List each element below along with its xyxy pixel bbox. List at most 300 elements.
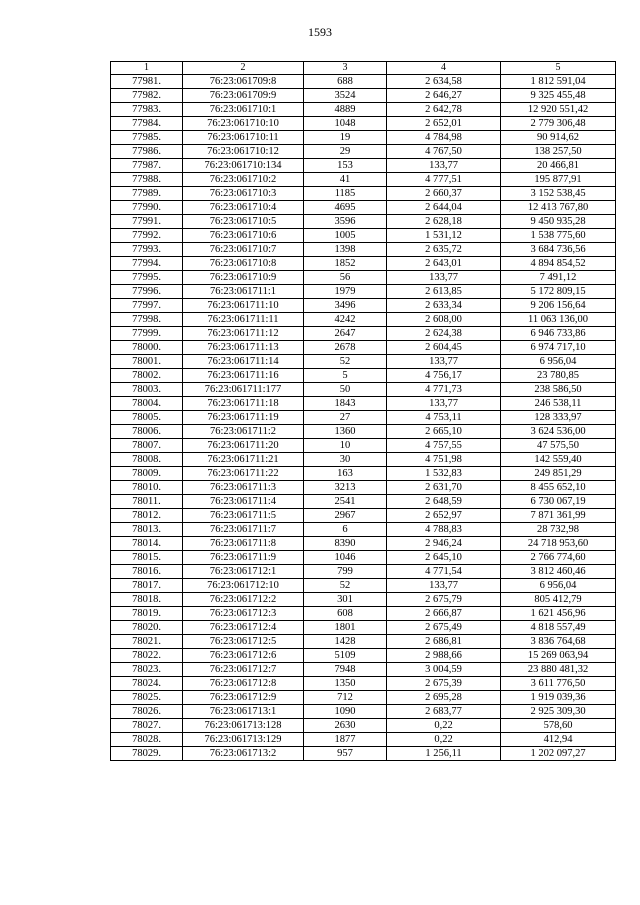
rate-cell: 4 767,50	[387, 145, 501, 159]
value-cell: 9 450 935,28	[501, 215, 616, 229]
rate-cell: 2 946,24	[387, 537, 501, 551]
table-row	[111, 523, 616, 537]
rate-cell: 4 753,11	[387, 411, 501, 425]
value-cell: 4 818 557,49	[501, 621, 616, 635]
cadastral-number-cell: 76:23:061710:9	[183, 271, 304, 285]
row-number-cell: 78022.	[111, 649, 183, 663]
value-cell: 7 491,12	[501, 271, 616, 285]
area-cell: 2647	[304, 327, 387, 341]
row-number-cell: 78005.	[111, 411, 183, 425]
rate-cell: 4 777,51	[387, 173, 501, 187]
rate-cell: 2 643,01	[387, 257, 501, 271]
value-cell: 6 956,04	[501, 579, 616, 593]
area-cell: 1877	[304, 733, 387, 747]
row-number-cell: 78006.	[111, 425, 183, 439]
row-number-cell: 77997.	[111, 299, 183, 313]
area-cell: 56	[304, 271, 387, 285]
rate-cell: 133,77	[387, 159, 501, 173]
area-cell: 10	[304, 439, 387, 453]
value-cell: 805 412,79	[501, 593, 616, 607]
area-cell: 1843	[304, 397, 387, 411]
table-row	[111, 243, 616, 257]
cadastral-number-cell: 76:23:061712:6	[183, 649, 304, 663]
row-number-cell: 78011.	[111, 495, 183, 509]
cadastral-number-cell: 76:23:061711:20	[183, 439, 304, 453]
row-number-cell: 78010.	[111, 481, 183, 495]
table-row	[111, 593, 616, 607]
cadastral-number-cell: 76:23:061711:1	[183, 285, 304, 299]
cadastral-number-cell: 76:23:061710:12	[183, 145, 304, 159]
table-row	[111, 411, 616, 425]
rate-cell: 133,77	[387, 271, 501, 285]
row-number-cell: 77986.	[111, 145, 183, 159]
row-number-cell: 77987.	[111, 159, 183, 173]
table-row	[111, 537, 616, 551]
cadastral-number-cell: 76:23:061711:9	[183, 551, 304, 565]
table-row	[111, 159, 616, 173]
value-cell: 2 779 306,48	[501, 117, 616, 131]
row-number-cell: 77993.	[111, 243, 183, 257]
row-number-cell: 78024.	[111, 677, 183, 691]
rate-cell: 2 635,72	[387, 243, 501, 257]
table-row	[111, 257, 616, 271]
row-number-cell: 77995.	[111, 271, 183, 285]
cadastral-number-cell: 76:23:061712:7	[183, 663, 304, 677]
cadastral-number-cell: 76:23:061712:4	[183, 621, 304, 635]
value-cell: 2 766 774,60	[501, 551, 616, 565]
area-cell: 6	[304, 523, 387, 537]
cadastral-number-cell: 76:23:061711:12	[183, 327, 304, 341]
table-row	[111, 579, 616, 593]
cadastral-number-cell: 76:23:061710:134	[183, 159, 304, 173]
cadastral-number-cell: 76:23:061711:3	[183, 481, 304, 495]
cadastral-number-cell: 76:23:061712:1	[183, 565, 304, 579]
cadastral-number-cell: 76:23:061710:1	[183, 103, 304, 117]
cadastral-number-cell: 76:23:061710:5	[183, 215, 304, 229]
row-number-cell: 77999.	[111, 327, 183, 341]
header-col-4: 4	[387, 62, 501, 75]
rate-cell: 4 751,98	[387, 453, 501, 467]
row-number-cell: 78017.	[111, 579, 183, 593]
table-row	[111, 747, 616, 761]
rate-cell: 4 771,73	[387, 383, 501, 397]
cadastral-number-cell: 76:23:061712:2	[183, 593, 304, 607]
area-cell: 301	[304, 593, 387, 607]
cadastral-number-cell: 76:23:061711:177	[183, 383, 304, 397]
cadastral-number-cell: 76:23:061713:2	[183, 747, 304, 761]
row-number-cell: 78016.	[111, 565, 183, 579]
row-number-cell: 78019.	[111, 607, 183, 621]
cadastral-number-cell: 76:23:061711:21	[183, 453, 304, 467]
value-cell: 138 257,50	[501, 145, 616, 159]
value-cell: 3 812 460,46	[501, 565, 616, 579]
table-row	[111, 425, 616, 439]
table-row	[111, 383, 616, 397]
rate-cell: 2 604,45	[387, 341, 501, 355]
value-cell: 6 730 067,19	[501, 495, 616, 509]
area-cell: 957	[304, 747, 387, 761]
table-row	[111, 719, 616, 733]
row-number-cell: 78026.	[111, 705, 183, 719]
rate-cell: 2 634,58	[387, 75, 501, 89]
area-cell: 1185	[304, 187, 387, 201]
row-number-cell: 78014.	[111, 537, 183, 551]
rate-cell: 4 784,98	[387, 131, 501, 145]
value-cell: 11 063 136,00	[501, 313, 616, 327]
page-number: 1593	[308, 25, 332, 39]
table-row	[111, 173, 616, 187]
table-row	[111, 299, 616, 313]
cadastral-number-cell: 76:23:061711:7	[183, 523, 304, 537]
rate-cell: 2 695,28	[387, 691, 501, 705]
row-number-cell: 77996.	[111, 285, 183, 299]
value-cell: 2 925 309,30	[501, 705, 616, 719]
rate-cell: 4 788,83	[387, 523, 501, 537]
rate-cell: 1 256,11	[387, 747, 501, 761]
table-row	[111, 649, 616, 663]
cadastral-number-cell: 76:23:061713:128	[183, 719, 304, 733]
row-number-cell: 78000.	[111, 341, 183, 355]
table-row	[111, 341, 616, 355]
table-row	[111, 551, 616, 565]
rate-cell: 1 531,12	[387, 229, 501, 243]
area-cell: 4242	[304, 313, 387, 327]
area-cell: 608	[304, 607, 387, 621]
area-cell: 3596	[304, 215, 387, 229]
header-col-2: 2	[183, 62, 304, 75]
area-cell: 1428	[304, 635, 387, 649]
cadastral-number-cell: 76:23:061712:5	[183, 635, 304, 649]
value-cell: 412,94	[501, 733, 616, 747]
row-number-cell: 78027.	[111, 719, 183, 733]
cadastral-number-cell: 76:23:061711:22	[183, 467, 304, 481]
table-row	[111, 355, 616, 369]
rate-cell: 2 631,70	[387, 481, 501, 495]
value-cell: 6 974 717,10	[501, 341, 616, 355]
rate-cell: 2 644,04	[387, 201, 501, 215]
cadastral-number-cell: 76:23:061712:10	[183, 579, 304, 593]
area-cell: 50	[304, 383, 387, 397]
value-cell: 20 466,81	[501, 159, 616, 173]
table-row	[111, 313, 616, 327]
cadastral-number-cell: 76:23:061711:16	[183, 369, 304, 383]
table-row	[111, 187, 616, 201]
table-row	[111, 733, 616, 747]
value-cell: 6 956,04	[501, 355, 616, 369]
table-row	[111, 131, 616, 145]
value-cell: 12 413 767,80	[501, 201, 616, 215]
area-cell: 163	[304, 467, 387, 481]
rate-cell: 2 648,59	[387, 495, 501, 509]
rate-cell: 2 624,38	[387, 327, 501, 341]
table-row	[111, 201, 616, 215]
row-number-cell: 78021.	[111, 635, 183, 649]
row-number-cell: 78013.	[111, 523, 183, 537]
value-cell: 246 538,11	[501, 397, 616, 411]
value-cell: 12 920 551,42	[501, 103, 616, 117]
row-number-cell: 77994.	[111, 257, 183, 271]
header-col-5: 5	[501, 62, 616, 75]
area-cell: 153	[304, 159, 387, 173]
area-cell: 5	[304, 369, 387, 383]
table-header-row	[111, 62, 616, 75]
value-cell: 3 684 736,56	[501, 243, 616, 257]
area-cell: 1090	[304, 705, 387, 719]
table-row	[111, 327, 616, 341]
table-row	[111, 453, 616, 467]
row-number-cell: 77992.	[111, 229, 183, 243]
value-cell: 128 333,97	[501, 411, 616, 425]
area-cell: 1852	[304, 257, 387, 271]
rate-cell: 4 756,17	[387, 369, 501, 383]
rate-cell: 133,77	[387, 355, 501, 369]
rate-cell: 2 665,10	[387, 425, 501, 439]
row-number-cell: 78002.	[111, 369, 183, 383]
area-cell: 8390	[304, 537, 387, 551]
rate-cell: 4 771,54	[387, 565, 501, 579]
area-cell: 52	[304, 579, 387, 593]
rate-cell: 2 628,18	[387, 215, 501, 229]
area-cell: 19	[304, 131, 387, 145]
cadastral-table	[110, 61, 616, 761]
cadastral-number-cell: 76:23:061709:8	[183, 75, 304, 89]
value-cell: 142 559,40	[501, 453, 616, 467]
area-cell: 2630	[304, 719, 387, 733]
value-cell: 28 732,98	[501, 523, 616, 537]
rate-cell: 2 675,79	[387, 593, 501, 607]
rate-cell: 2 645,10	[387, 551, 501, 565]
cadastral-number-cell: 76:23:061709:9	[183, 89, 304, 103]
table-row	[111, 495, 616, 509]
table-row	[111, 663, 616, 677]
cadastral-number-cell: 76:23:061713:129	[183, 733, 304, 747]
area-cell: 5109	[304, 649, 387, 663]
value-cell: 3 624 536,00	[501, 425, 616, 439]
cadastral-number-cell: 76:23:061712:9	[183, 691, 304, 705]
cadastral-number-cell: 76:23:061711:11	[183, 313, 304, 327]
value-cell: 4 894 854,52	[501, 257, 616, 271]
value-cell: 24 718 953,60	[501, 537, 616, 551]
value-cell: 23 780,85	[501, 369, 616, 383]
area-cell: 4889	[304, 103, 387, 117]
row-number-cell: 77981.	[111, 75, 183, 89]
row-number-cell: 78009.	[111, 467, 183, 481]
rate-cell: 0,22	[387, 719, 501, 733]
cadastral-number-cell: 76:23:061710:4	[183, 201, 304, 215]
row-number-cell: 78028.	[111, 733, 183, 747]
cadastral-number-cell: 76:23:061713:1	[183, 705, 304, 719]
cadastral-number-cell: 76:23:061712:8	[183, 677, 304, 691]
cadastral-number-cell: 76:23:061712:3	[183, 607, 304, 621]
rate-cell: 2 652,97	[387, 509, 501, 523]
area-cell: 799	[304, 565, 387, 579]
value-cell: 1 202 097,27	[501, 747, 616, 761]
area-cell: 7948	[304, 663, 387, 677]
rate-cell: 133,77	[387, 397, 501, 411]
cadastral-number-cell: 76:23:061711:10	[183, 299, 304, 313]
table-row	[111, 117, 616, 131]
area-cell: 3213	[304, 481, 387, 495]
value-cell: 3 152 538,45	[501, 187, 616, 201]
row-number-cell: 77982.	[111, 89, 183, 103]
table-row	[111, 89, 616, 103]
rate-cell: 2 660,37	[387, 187, 501, 201]
value-cell: 1 621 456,96	[501, 607, 616, 621]
cadastral-number-cell: 76:23:061710:8	[183, 257, 304, 271]
value-cell: 6 946 733,86	[501, 327, 616, 341]
value-cell: 578,60	[501, 719, 616, 733]
table-row	[111, 439, 616, 453]
row-number-cell: 77984.	[111, 117, 183, 131]
rate-cell: 2 683,77	[387, 705, 501, 719]
table-row	[111, 271, 616, 285]
row-number-cell: 78007.	[111, 439, 183, 453]
row-number-cell: 77998.	[111, 313, 183, 327]
area-cell: 3524	[304, 89, 387, 103]
cadastral-number-cell: 76:23:061711:5	[183, 509, 304, 523]
value-cell: 7 871 361,99	[501, 509, 616, 523]
row-number-cell: 78004.	[111, 397, 183, 411]
rate-cell: 2 646,27	[387, 89, 501, 103]
rate-cell: 1 532,83	[387, 467, 501, 481]
rate-cell: 2 633,34	[387, 299, 501, 313]
value-cell: 5 172 809,15	[501, 285, 616, 299]
rate-cell: 2 675,39	[387, 677, 501, 691]
table-row	[111, 607, 616, 621]
table-row	[111, 691, 616, 705]
rate-cell: 4 757,55	[387, 439, 501, 453]
cadastral-number-cell: 76:23:061711:13	[183, 341, 304, 355]
rate-cell: 2 686,81	[387, 635, 501, 649]
area-cell: 1046	[304, 551, 387, 565]
value-cell: 47 575,50	[501, 439, 616, 453]
area-cell: 52	[304, 355, 387, 369]
row-number-cell: 78018.	[111, 593, 183, 607]
area-cell: 2678	[304, 341, 387, 355]
value-cell: 8 455 652,10	[501, 481, 616, 495]
area-cell: 2967	[304, 509, 387, 523]
table-row	[111, 229, 616, 243]
cadastral-number-cell: 76:23:061710:2	[183, 173, 304, 187]
value-cell: 90 914,62	[501, 131, 616, 145]
table-row	[111, 467, 616, 481]
rate-cell: 133,77	[387, 579, 501, 593]
area-cell: 30	[304, 453, 387, 467]
cadastral-number-cell: 76:23:061710:10	[183, 117, 304, 131]
cadastral-number-cell: 76:23:061711:4	[183, 495, 304, 509]
area-cell: 688	[304, 75, 387, 89]
row-number-cell: 78012.	[111, 509, 183, 523]
table-row	[111, 215, 616, 229]
row-number-cell: 78029.	[111, 747, 183, 761]
table-row	[111, 103, 616, 117]
rate-cell: 2 666,87	[387, 607, 501, 621]
area-cell: 2541	[304, 495, 387, 509]
value-cell: 1 919 039,36	[501, 691, 616, 705]
row-number-cell: 77991.	[111, 215, 183, 229]
row-number-cell: 78020.	[111, 621, 183, 635]
rate-cell: 2 652,01	[387, 117, 501, 131]
area-cell: 1005	[304, 229, 387, 243]
table-row	[111, 481, 616, 495]
row-number-cell: 77988.	[111, 173, 183, 187]
area-cell: 4695	[304, 201, 387, 215]
rate-cell: 0,22	[387, 733, 501, 747]
table-row	[111, 145, 616, 159]
area-cell: 1979	[304, 285, 387, 299]
area-cell: 29	[304, 145, 387, 159]
table-row	[111, 369, 616, 383]
cadastral-number-cell: 76:23:061710:6	[183, 229, 304, 243]
cadastral-number-cell: 76:23:061711:18	[183, 397, 304, 411]
rate-cell: 2 608,00	[387, 313, 501, 327]
row-number-cell: 78023.	[111, 663, 183, 677]
row-number-cell: 77983.	[111, 103, 183, 117]
table-row	[111, 75, 616, 89]
row-number-cell: 78025.	[111, 691, 183, 705]
table-row	[111, 677, 616, 691]
table-row	[111, 635, 616, 649]
cadastral-number-cell: 76:23:061710:7	[183, 243, 304, 257]
header-col-1: 1	[111, 62, 183, 75]
cadastral-number-cell: 76:23:061711:8	[183, 537, 304, 551]
area-cell: 1360	[304, 425, 387, 439]
table-row	[111, 565, 616, 579]
area-cell: 1801	[304, 621, 387, 635]
rate-cell: 3 004,59	[387, 663, 501, 677]
area-cell: 1350	[304, 677, 387, 691]
rate-cell: 2 988,66	[387, 649, 501, 663]
value-cell: 3 611 776,50	[501, 677, 616, 691]
row-number-cell: 77989.	[111, 187, 183, 201]
table-row	[111, 285, 616, 299]
row-number-cell: 77985.	[111, 131, 183, 145]
area-cell: 27	[304, 411, 387, 425]
value-cell: 9 206 156,64	[501, 299, 616, 313]
value-cell: 249 851,29	[501, 467, 616, 481]
table-body	[111, 75, 616, 761]
cadastral-number-cell: 76:23:061711:2	[183, 425, 304, 439]
value-cell: 1 538 775,60	[501, 229, 616, 243]
cadastral-number-cell: 76:23:061710:11	[183, 131, 304, 145]
row-number-cell: 77990.	[111, 201, 183, 215]
table-row	[111, 509, 616, 523]
rate-cell: 2 675,49	[387, 621, 501, 635]
value-cell: 238 586,50	[501, 383, 616, 397]
area-cell: 1398	[304, 243, 387, 257]
row-number-cell: 78008.	[111, 453, 183, 467]
value-cell: 23 880 481,32	[501, 663, 616, 677]
value-cell: 1 812 591,04	[501, 75, 616, 89]
area-cell: 712	[304, 691, 387, 705]
value-cell: 3 836 764,68	[501, 635, 616, 649]
value-cell: 9 325 455,48	[501, 89, 616, 103]
header-col-3: 3	[304, 62, 387, 75]
cadastral-number-cell: 76:23:061711:19	[183, 411, 304, 425]
table-row	[111, 621, 616, 635]
rate-cell: 2 642,78	[387, 103, 501, 117]
cadastral-number-cell: 76:23:061710:3	[183, 187, 304, 201]
value-cell: 195 877,91	[501, 173, 616, 187]
row-number-cell: 78015.	[111, 551, 183, 565]
table-row	[111, 705, 616, 719]
area-cell: 41	[304, 173, 387, 187]
area-cell: 3496	[304, 299, 387, 313]
row-number-cell: 78003.	[111, 383, 183, 397]
value-cell: 15 269 063,94	[501, 649, 616, 663]
area-cell: 1048	[304, 117, 387, 131]
row-number-cell: 78001.	[111, 355, 183, 369]
